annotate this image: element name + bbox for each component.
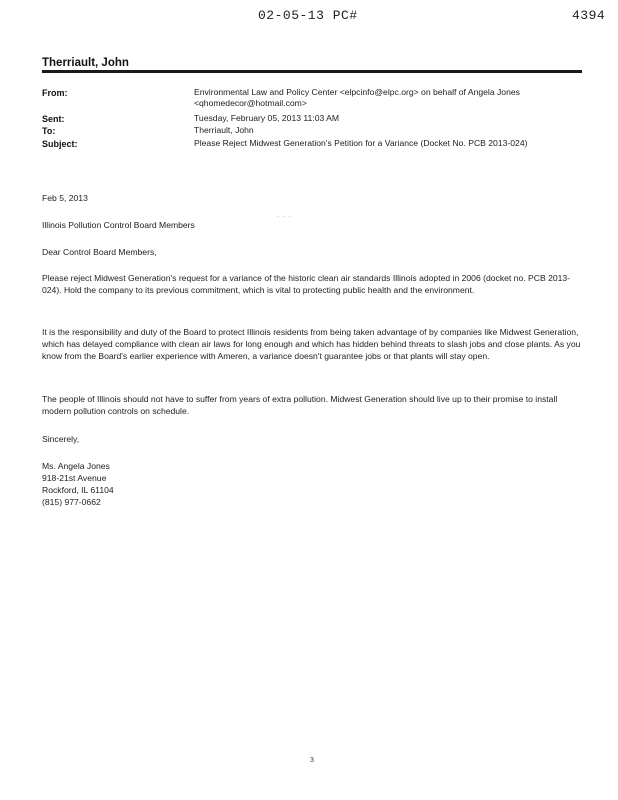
- page-number: 3: [310, 757, 314, 764]
- subject-value: Please Reject Midwest Generation's Petition for a Variance (Docket No. PCB 2013-024): [194, 138, 528, 148]
- fax-date-stamp: 02-05-13 PC#: [258, 8, 358, 23]
- signature-city: Rockford, IL 61104: [42, 485, 114, 495]
- sender-name: Therriault, John: [42, 57, 129, 69]
- signature-block: [42, 460, 582, 508]
- paragraph-2: It is the responsibility and duty of the Board to protect Illinois residents from being taken advantage of by companies like Midwest Generation, which has delayed compliance with clean air laws for long enough and which has hidden behind threats to slash jobs and close plants. As you know from the Board's earlier experience with Ameren, a variance doesn't guarantee jobs or that plants will stay open.: [42, 327, 581, 361]
- subject-label: Subject:: [42, 139, 78, 149]
- to-value: Therriault, John: [194, 125, 254, 135]
- paragraph-1: Please reject Midwest Generation's request for a variance of the historic clean air standards Illinois adopted in 2006 (docket no. PCB 2013-024). Hold the company to its previous commitment, which is vital to protecting public health and the environment.: [42, 273, 571, 295]
- sent-label: Sent:: [42, 114, 65, 124]
- from-value-line1: Environmental Law and Policy Center <elpcinfo@elpc.org> on behalf of Angela Jones: [194, 87, 520, 97]
- letter-date: Feb 5, 2013: [42, 193, 88, 203]
- from-value-line2: <qhomedecor@hotmail.com>: [194, 98, 307, 108]
- closing: Sincerely,: [42, 434, 80, 444]
- to-label: To:: [42, 126, 56, 136]
- signature-street: 918-21st Avenue: [42, 473, 107, 483]
- greeting: Dear Control Board Members,: [42, 247, 157, 257]
- signature-phone: (815) 977-0662: [42, 497, 101, 507]
- header-divider: [42, 70, 582, 73]
- from-label: From:: [42, 88, 68, 98]
- signature-name: Ms. Angela Jones: [42, 461, 110, 471]
- addressee: Illinois Pollution Control Board Members: [42, 220, 195, 230]
- pc-number-stamp: 4394: [572, 8, 606, 23]
- paragraph-3: The people of Illinois should not have to suffer from years of extra pollution. Midwest Generation should live up to their promise to install modern pollution controls on schedule.: [42, 394, 558, 416]
- scan-speck: . . .: [277, 212, 292, 219]
- sent-value: Tuesday, February 05, 2013 11:03 AM: [194, 113, 340, 123]
